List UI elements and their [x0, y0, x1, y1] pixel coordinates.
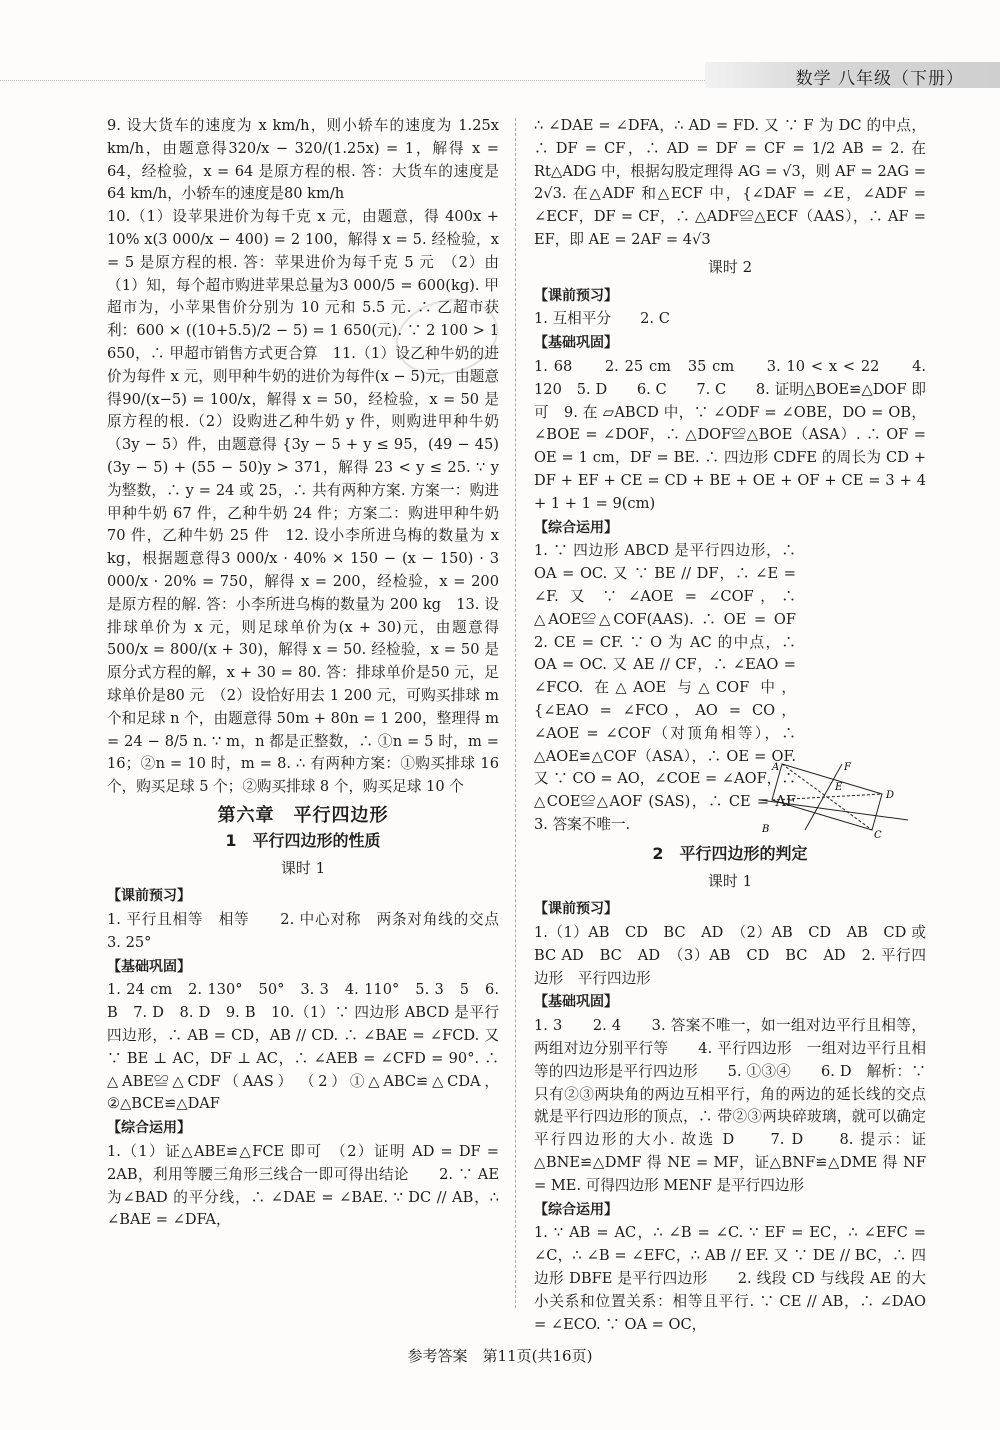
tag-basic: 【基础巩固】: [534, 335, 618, 352]
lesson-3-title: 课时 1: [707, 871, 753, 890]
answer-paragraph-9: 9. 设大货车的速度为 x km/h，则小轿车的速度为 1.25x km/h，由题意得320/x − 320/(1.25x) = 1，解得 x = 64，经检验，x = 64 是原方程的根. 答：大货车的速度是 64 km/h，小轿车的速度是80 km/h: [107, 117, 499, 203]
preview-answers: 1. 互相平分 2. C: [534, 310, 670, 328]
label-e: E: [835, 782, 843, 793]
lesson-2-title: 课时 2: [707, 257, 753, 276]
basic-answers: 1. 68 2. 25 cm 35 cm 3. 10 < x < 22 4. 120 5. D 6. C 7. C 8. 证明△BOE≌△DOF 即可 9. 在 ▱ABCD 中，∵ ∠ODF = ∠OBE，DO = OB，∠BOE = ∠DOF，∴ △DOF≌△BOE（ASA）. ∴ OF = OE = 1 cm，DF = BE. ∴ 四边形 CDFE 的周长为 CD + DF + EF + CE = CD + BE + OE + OF + CE = 3 + 4 + 1 + 1 = 9(cm): [534, 357, 926, 512]
chapter-title: 第六章 平行四边形: [217, 804, 389, 826]
section-2-title: 2 平行四边形的判定: [652, 843, 808, 863]
basic-answers: 1. 24 cm 2. 130° 50° 3. 3 4. 110° 5. 3 5 6. B 7. D 8. D 9. B 10.（1）∵ 四边形 ABCD 是平行四边形，∴ AB = CD，AB // CD. ∴ ∠BAE = ∠FCD. 又 ∵ BE ⊥ AC，DF ⊥ AC，∴ ∠AEB = ∠CFD = 90°. ∴ △ABE≌△CDF（AAS） （2）①△ABC≌△CDA，②△BCE≌△DAF: [107, 981, 499, 1113]
tag-comprehensive: 【综合运用】: [534, 519, 618, 536]
continued-proof: ∴ ∠DAE = ∠DFA，∴ AD = FD. 又 ∵ F 为 DC 的中点，∴ DF = CF，∴ AD = DF = CF = 1/2 AB = 2. 在 Rt△ADG 中，根据勾股定理得 AG = √3，则 AF = 2AG = 2√3. 在△ADF 和△ECF 中，{∠DAF = ∠E，∠ADF = ∠ECF，DF = CF，∴ △ADF≌△ECF（AAS），∴ AF = EF，即 AE = 2AF = 4√3: [534, 117, 926, 248]
lesson-title: 课时 1: [280, 858, 326, 877]
right-column: [534, 115, 926, 1336]
tag-preview: 【课前预习】: [534, 287, 618, 304]
parallelogram-figure: [760, 760, 910, 840]
label-d: D: [886, 790, 895, 801]
extended-line: [760, 800, 908, 820]
page-footer: 参考答案 第11页(共16页): [407, 1347, 593, 1365]
preview-answers: 1. 平行且相等 相等 2. 中心对称 两条对角线的交点 3. 25°: [107, 911, 514, 951]
tag-basic: 【基础巩固】: [534, 994, 618, 1011]
label-c: C: [874, 830, 882, 840]
left-column: [107, 115, 514, 1232]
tag-preview: 【课前预习】: [534, 901, 618, 918]
tag-comprehensive: 【综合运用】: [534, 1201, 618, 1218]
segment-line: [805, 764, 842, 830]
header-title: 数学 八年级（下册）: [795, 69, 964, 89]
diagonal-line: [772, 794, 882, 800]
basic-answers-2: 1. 3 2. 4 3. 答案不唯一，如一组对边平行且相等，两组对边分别平行等 4. 平行四边形 一组对边平行且相等的四边形是平行四边形 5. ①③④ 6. D 解析：∵ 只有②③两块角的两边互相平行，角的两边的延长线的交点就是平行四边形的顶点，∴ 带②③两块碎玻璃，就可以确定平行四边形的大小. 故选 D 7. D 8. 提示：证△BNE≌△DMF 得 NE = MF，证△BNF≌△DME 得 NF = ME. 可得四边形 MENF 是平行四边形: [534, 1017, 926, 1194]
header-rule: [0, 80, 705, 81]
preview-answers-2: 1.（1）AB CD BC AD （2）AB CD AB CD 或 BC AD BC AD （3）AB CD BC AD 2. 平行四边形 平行四边形: [534, 924, 926, 987]
tag-basic: 【基础巩固】: [107, 958, 191, 975]
label-a: A: [772, 762, 780, 773]
comprehensive-answers: 1.（1）证△ABE≌△FCE 即可 （2）证明 AD = DF = 2AB，利用等腰三角形三线合一即可得出结论 2. ∵ AE 为∠BAD 的平分线，∴ ∠DAE = ∠BAE. ∵ DC // AB，∴ ∠BAE = ∠DFA，: [107, 1143, 499, 1229]
answer-paragraph-10-13: 10.（1）设苹果进价为每千克 x 元，由题意，得 400x + 10% x(3 000/x − 400) = 2 100，解得 x = 5. 经检验，x = 5 是原方程的根. 答：苹果进价为每千克 5 元 （2）由（1）知，每个超市购进苹果总量为3 000/5 = 600(kg). 甲超市为，小苹果售价分别为 10 元和 5.5 元. ∴ 乙超市获利：600 × ((10+5.5)/2 − 5) = 1 650(元). ∵ 2 100 > 1 650，∴ 甲超市销售方式更合算 11.（1）设乙种牛奶的进价为每件 x 元，则甲种牛奶的进价为每件(x − 5)元，由题意得90/(x−5) = 100/x，解得 x = 50，经检验，x = 50 是原方程的根.（2）设购进乙种牛奶 y 件，则购进甲种牛奶（3y − 5）件，由题意得 {3y − 5 + y ≤ 95，(49 − 45)(3y − 5) + (55 − 50)y > 371，解得 23 < y ≤ 25. ∵ y 为整数，∴ y = 24 或 25，∴ 共有两种方案. 方案一：购进甲种牛奶 67 件，乙种牛奶 24 件；方案二：购进甲种牛奶 70 件，乙种牛奶 25 件 12. 设小李所进乌梅的数量为 x kg，根据题意得3 000/x · 40% × 150 − (x − 150) · 3 000/x · 20% = 750，解得 x = 200，经检验，x = 200 是原方程的解. 答：小李所进乌梅的数量为 200 kg 13. 设排球单价为 x 元，则足球单价为(x + 30)元，由题意得500/x = 800/(x + 30)，解得 x = 50. 经检验，x = 50 是原分式方程的解，x + 30 = 80. 答：排球单价是50 元，足球单价是80 元 （2）设恰好用去 1 200 元，可购买排球 m 个和足球 n 个，由题意得 50m + 80n = 1 200，整理得 m = 24 − 8/5 n. ∵ m，n 都是正整数，∴ ①n = 5 时，m = 16；②n = 10 时，m = 8. ∴ 有两种方案：①购买排球 16 个，购买足球 5 个；②购买排球 8 个，购买足球 10 个: [107, 208, 499, 796]
label-f: F: [844, 762, 851, 773]
tag-comprehensive: 【综合运用】: [107, 1120, 191, 1137]
column-divider: [515, 118, 516, 1308]
section-title: 1 平行四边形的性质: [225, 830, 381, 850]
comprehensive-answers-2: 1. ∵ AB = AC，∴ ∠B = ∠C. ∵ EF = EC，∴ ∠EFC = ∠C，∴ ∠B = ∠EFC，∴ AB // EF. 又 ∵ DE // BC，∴ 四边形 DBFE 是平行四边形 2. 线段 CD 与线段 AE 的大小关系和位置关系：相等且平行. ∵ CE // AB，∴ ∠DAO = ∠ECO. ∵ OA = OC，: [534, 1224, 926, 1333]
comprehensive-answers: 1. ∵ 四边形 ABCD 是平行四边形，∴ OA = OC. 又 ∵ BE // DF，∴ ∠E = ∠F. 又 ∵ ∠AOE = ∠COF，∴ △AOE≌△COF(AAS). ∴ OE = OF 2. CE = CF. ∵ O 为 AC 的中点，∴ OA = OC. 又 AE // CF，∴ ∠EAO = ∠FCO. 在△AOE 与△COF 中，{∠EAO = ∠FCO，AO = CO，∠AOE = ∠COF（对顶角相等），∴ △AOE≌△COF（ASA），∴ OE = OF. 又 ∵ CO = AO，∠COE = ∠AOF，∴ △COE≌△AOF (SAS)，∴ CE = AF 3. 答案不唯一.: [534, 542, 826, 833]
label-b: B: [762, 824, 770, 835]
tag-preview: 【课前预习】: [107, 888, 191, 905]
